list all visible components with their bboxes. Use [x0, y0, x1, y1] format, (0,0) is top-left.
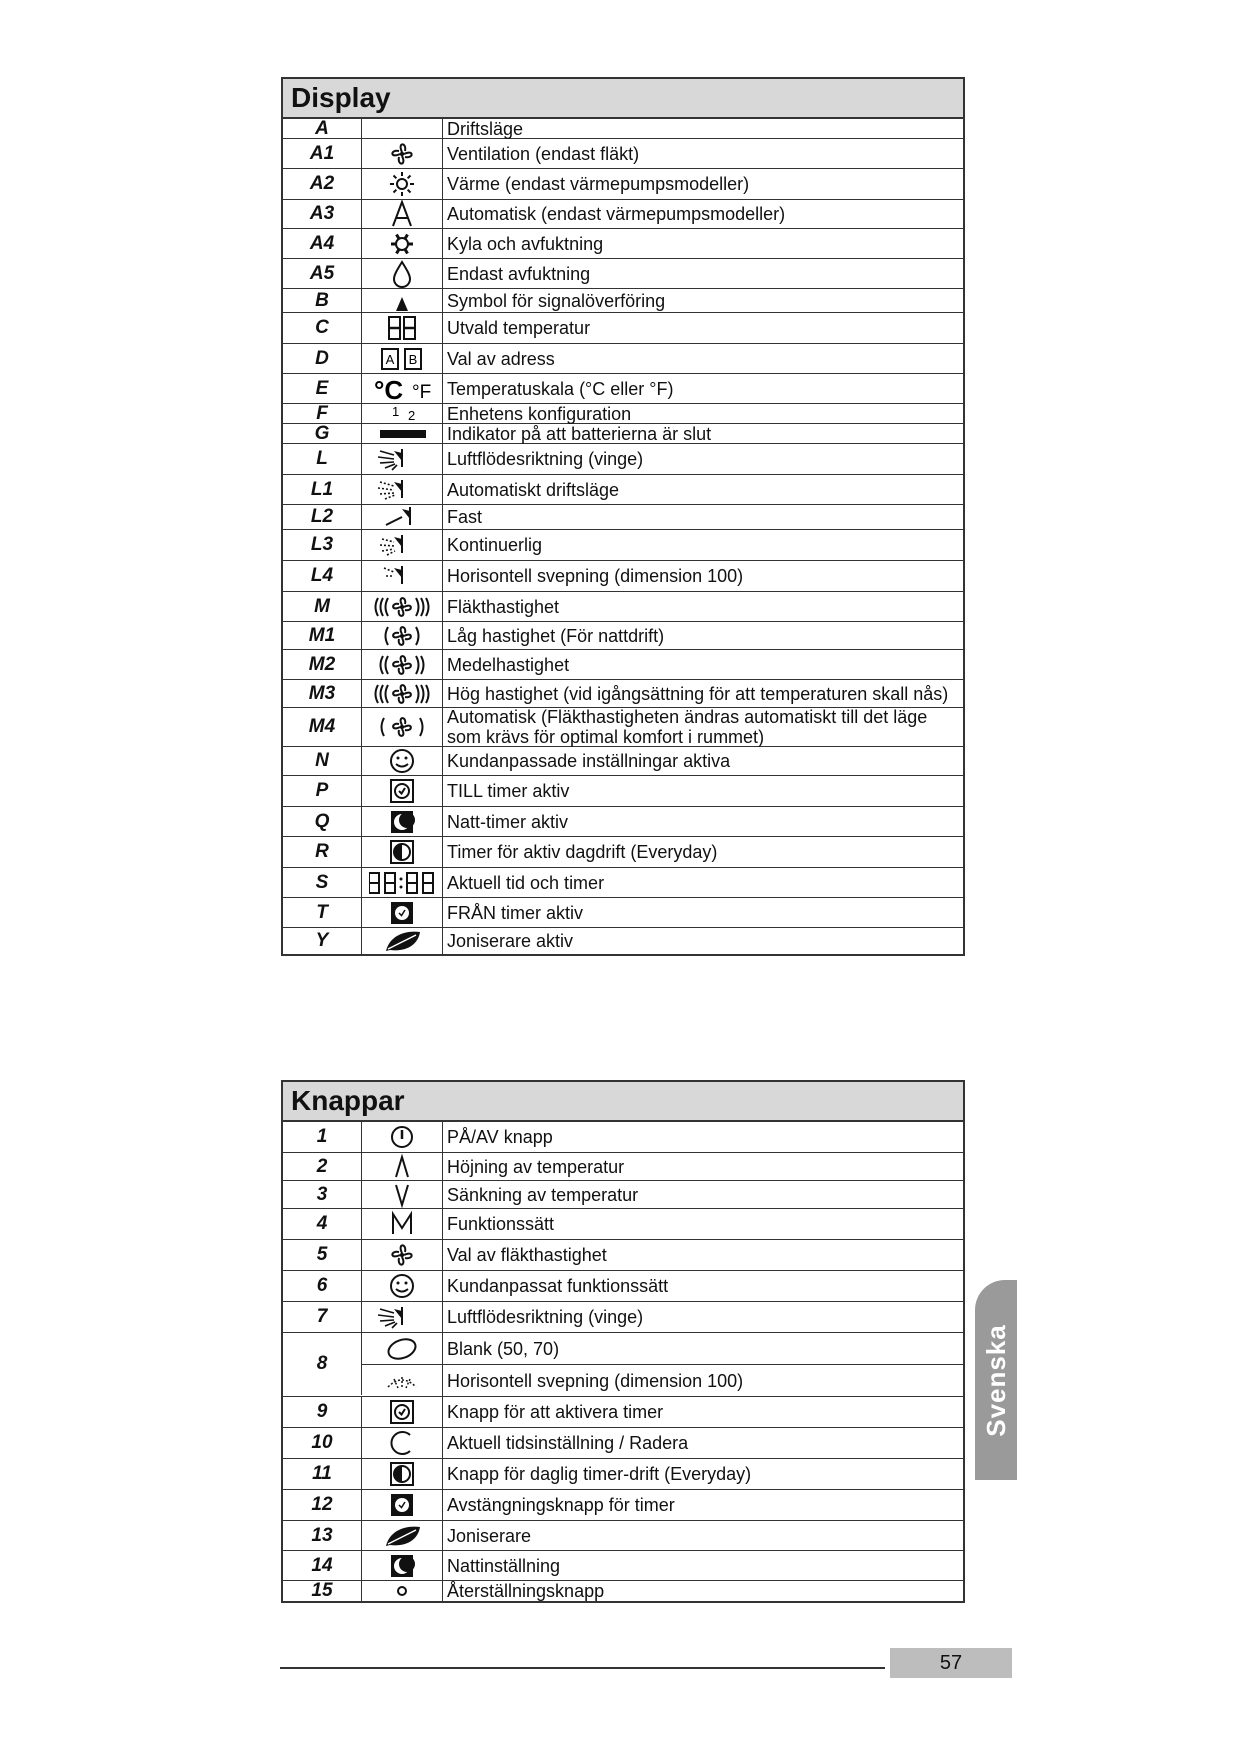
button-row-icon-cell [362, 1397, 443, 1427]
display-row [283, 747, 963, 776]
display-row [283, 622, 963, 650]
blank-oval-icon [372, 1335, 432, 1363]
button-row [283, 1181, 963, 1209]
display-row-id: S [283, 868, 362, 897]
display-row-text: Luftflödesriktning (vinge) [447, 449, 644, 469]
button-row [283, 1397, 963, 1428]
display-row-text: Värme (endast värmepumpsmodeller) [447, 174, 750, 194]
display-row [283, 776, 963, 807]
vane-continuous-icon [372, 531, 432, 559]
display-row-icon-cell [362, 344, 443, 373]
up-caret-icon [372, 1153, 432, 1181]
button-row-id: 1 [283, 1122, 362, 1152]
sun-icon [372, 170, 432, 198]
display-row [283, 424, 963, 444]
button-row [283, 1428, 963, 1459]
button-row-text: Knapp för daglig timer-drift (Everyday) [447, 1464, 752, 1484]
fan-icon [372, 1241, 432, 1269]
display-row-icon-cell [362, 505, 443, 529]
leaf-icon [372, 1522, 432, 1550]
display-row [283, 708, 963, 747]
button-row-text: Nattinställning [447, 1555, 561, 1576]
display-row-icon-cell [362, 139, 443, 168]
display-row [283, 530, 963, 561]
display-row-text: FRÅN timer aktiv [447, 902, 584, 923]
everyday-timer-icon [372, 838, 432, 866]
button-row-icon-cell [362, 1521, 443, 1550]
display-row-icon-cell [362, 680, 443, 707]
display-row-id: M3 [283, 680, 362, 707]
display-row [283, 139, 963, 169]
display-row-id: T [283, 898, 362, 927]
display-row-icon-cell [362, 650, 443, 679]
button-row [283, 1581, 963, 1601]
display-row-id: M2 [283, 650, 362, 679]
button-row-icon-cell [362, 1490, 443, 1520]
power-icon [372, 1123, 432, 1151]
buttons-panel [281, 1080, 965, 1603]
button-row-id: 6 [283, 1271, 362, 1301]
display-row-text: Automatiskt driftsläge [447, 479, 620, 500]
button-row-icon-cell [362, 1181, 443, 1208]
display-title: Display [283, 79, 963, 119]
display-row [283, 119, 963, 139]
display-row-text: Indikator på att batterierna är slut [447, 423, 712, 444]
display-row-text: Endast avfuktning [447, 263, 591, 284]
snowflake-icon [372, 230, 432, 258]
seven-seg-icon [372, 314, 432, 342]
address-ab-icon [372, 345, 432, 373]
display-row-icon-cell [362, 776, 443, 806]
display-row-text: Aktuell tid och timer [447, 872, 605, 893]
display-row-text: Joniserare aktiv [447, 931, 574, 951]
button-row-text: Återställningsknapp [447, 1581, 605, 1601]
display-row-icon-cell [362, 530, 443, 560]
vane-auto-icon [372, 476, 432, 504]
display-row [283, 592, 963, 622]
display-row-icon-cell [362, 898, 443, 927]
display-row-icon-cell [362, 259, 443, 288]
display-row-id: L1 [283, 475, 362, 504]
display-row-text: TILL timer aktiv [447, 781, 570, 801]
auto-a-icon [372, 200, 432, 228]
vane-horizontal-icon [372, 562, 432, 590]
smiley-icon [372, 747, 432, 775]
display-row-icon-cell [362, 119, 443, 138]
mode-m-icon [372, 1210, 432, 1238]
display-row-text: Ventilation (endast fläkt) [447, 143, 640, 164]
c-letter-icon [372, 1429, 432, 1457]
triangle-icon [372, 287, 432, 315]
timer-off-icon [372, 899, 432, 927]
display-row-text: Val av adress [447, 348, 555, 369]
fan-speed-2-icon [372, 651, 432, 679]
display-row-text: Symbol för signalöverföring [447, 290, 666, 311]
display-row [283, 169, 963, 200]
display-row-icon-cell [362, 592, 443, 621]
button-row-id: 10 [283, 1428, 362, 1458]
button-row [283, 1490, 963, 1521]
button-row-id: 3 [283, 1181, 362, 1208]
display-row-icon-cell [362, 928, 443, 954]
display-row [283, 505, 963, 530]
display-row-id: P [283, 776, 362, 806]
button-row-text: Aktuell tidsinställning / Radera [447, 1433, 689, 1453]
display-row-text: Fläkthastighet [447, 596, 560, 617]
icon-label-b: B [408, 351, 418, 367]
button-row-id: 5 [283, 1240, 362, 1270]
display-row-text: Låg hastighet (För nattdrift) [447, 625, 665, 646]
display-row-icon-cell [362, 200, 443, 228]
display-row [283, 561, 963, 592]
button-row-id: 2 [283, 1153, 362, 1180]
button-row [283, 1333, 963, 1397]
display-row-id: M4 [283, 708, 362, 746]
display-row-text: Driftsläge [447, 118, 524, 139]
button-row-id: 11 [283, 1459, 362, 1489]
display-row-icon-cell [362, 807, 443, 836]
display-row-id: A4 [283, 229, 362, 258]
moon-icon [372, 1552, 432, 1580]
display-row-id: Q [283, 807, 362, 836]
button-row-id: 4 [283, 1209, 362, 1239]
display-row-id: L4 [283, 561, 362, 591]
display-row-text: Hög hastighet (vid igångsättning för att temperaturen skall nås) [447, 683, 949, 704]
display-row-text: Temperatuskala (°C eller °F) [447, 378, 674, 399]
display-row-icon-cell [362, 837, 443, 867]
button-row-id: 7 [283, 1302, 362, 1332]
display-row-icon-cell [362, 229, 443, 258]
button-row-icon-cell [362, 1459, 443, 1489]
button-row-icon-cell [362, 1581, 443, 1601]
button-row-icon-cell [362, 1302, 443, 1332]
display-row-text: Natt-timer aktiv [447, 811, 569, 832]
icon-label-a: A [385, 351, 395, 367]
display-row [283, 928, 963, 954]
fan-speed-3-icon [372, 680, 432, 708]
button-row-id: 9 [283, 1397, 362, 1427]
button-row [283, 1153, 963, 1181]
display-row-text: Kundanpassade inställningar aktiva [447, 751, 731, 771]
button-row-text: PÅ/AV knapp [447, 1127, 553, 1147]
button-row [283, 1122, 963, 1153]
display-row-text: Automatisk (Fläkthastigheten ändras automatiskt till det läge [447, 707, 928, 727]
button-row-text: Sänkning av temperatur [447, 1184, 639, 1205]
display-row-text: Enhetens konfiguration [447, 403, 632, 424]
button-row [283, 1271, 963, 1302]
button-row-text-b: Horisontell svepning (dimension 100) [447, 1370, 744, 1391]
display-row-text: Automatisk (endast värmepumpsmodeller) [447, 204, 786, 224]
horizontal-sweep-icon [372, 1367, 432, 1395]
display-row-icon-cell [362, 424, 443, 443]
display-row-id: D [283, 344, 362, 373]
display-row-icon-cell [362, 622, 443, 649]
button-row-text: Luftflödesriktning (vinge) [447, 1307, 644, 1327]
display-row [283, 650, 963, 680]
button-row-text: Avstängningsknapp för timer [447, 1495, 675, 1515]
button-row-id: 15 [283, 1581, 362, 1601]
icon-label-1: 1 [392, 403, 400, 419]
display-row [283, 313, 963, 344]
display-row [283, 344, 963, 374]
button-row-text: Knapp för att aktivera timer [447, 1402, 664, 1422]
display-row [283, 229, 963, 259]
button-row-icon-cell [362, 1209, 443, 1239]
display-row-id: F [283, 404, 362, 423]
page-number: 57 [890, 1648, 1012, 1678]
display-row-id: G [283, 424, 362, 443]
button-row-text: Funktionssätt [447, 1214, 555, 1234]
display-row-text: Timer för aktiv dagdrift (Everyday) [447, 842, 718, 862]
language-label: Svenska [980, 1323, 1011, 1437]
display-row [283, 475, 963, 505]
button-row-id: 12 [283, 1490, 362, 1520]
display-row-text: Fast [447, 507, 483, 527]
display-row [283, 259, 963, 289]
button-row [283, 1209, 963, 1240]
vane-fixed-icon [372, 503, 432, 531]
button-row-icon-cell [362, 1240, 443, 1270]
display-row [283, 868, 963, 898]
vane-full-icon [372, 445, 432, 473]
button-row-text: Kundanpassat funktionssätt [447, 1276, 669, 1296]
display-row-id: C [283, 313, 362, 343]
clock-digits-icon [369, 869, 435, 897]
display-row-id: L2 [283, 505, 362, 529]
button-row-id: 13 [283, 1521, 362, 1550]
button-row [283, 1521, 963, 1551]
display-row-icon-cell [362, 444, 443, 474]
footer-rule [280, 1667, 885, 1669]
button-row-text: Höjning av temperatur [447, 1156, 625, 1177]
celsius-fahrenheit-icon [372, 375, 432, 403]
display-row [283, 807, 963, 837]
display-row-icon-cell [362, 708, 443, 746]
icon-label-fahrenheit: °F [412, 381, 432, 403]
vane-full-icon [372, 1303, 432, 1331]
icon-label-2: 2 [408, 407, 416, 423]
button-row-icon-cell [362, 1153, 443, 1180]
display-row [283, 837, 963, 868]
display-row-id: A2 [283, 169, 362, 199]
display-row-id: Y [283, 928, 362, 954]
button-row-icon-cell [362, 1551, 443, 1580]
button-row-icon-cell [362, 1428, 443, 1458]
display-row-id: N [283, 747, 362, 775]
display-row [283, 444, 963, 475]
leaf-icon [372, 927, 432, 955]
display-row-text: Horisontell svepning (dimension 100) [447, 566, 744, 586]
display-row-icon-cell [362, 475, 443, 504]
fan-speed-auto-icon [372, 713, 432, 741]
display-row-icon-cell [362, 561, 443, 591]
display-row-id: L [283, 444, 362, 474]
button-row-text: Val av fläkthastighet [447, 1245, 607, 1265]
button-row-text: Joniserare [447, 1525, 532, 1546]
display-row-id: L3 [283, 530, 362, 560]
display-row [283, 200, 963, 229]
display-row-id: E [283, 374, 362, 403]
display-panel [281, 77, 965, 956]
button-row-text: Blank (50, 70) [447, 1338, 560, 1359]
display-row [283, 289, 963, 313]
button-row-icon-cell [362, 1122, 443, 1152]
display-row-text: Kontinuerlig [447, 535, 543, 555]
timer-off-icon [372, 1491, 432, 1519]
display-row-icon-cell [362, 868, 443, 897]
button-row [283, 1459, 963, 1490]
display-row-id: A5 [283, 259, 362, 288]
button-row [283, 1240, 963, 1271]
down-caret-icon [372, 1181, 432, 1209]
display-row-text: Medelhastighet [447, 654, 570, 675]
display-row-icon-cell [362, 289, 443, 312]
button-row-icon-cell [362, 1271, 443, 1301]
moon-icon [372, 808, 432, 836]
display-row-id: M [283, 592, 362, 621]
display-row-id: R [283, 837, 362, 867]
fan-icon [372, 140, 432, 168]
display-row-text-2: som krävs för optimal komfort i rummet) [447, 727, 765, 747]
everyday-timer-icon [372, 1460, 432, 1488]
smiley-icon [372, 1272, 432, 1300]
display-row-icon-cell [362, 169, 443, 199]
display-row-icon-cell [362, 313, 443, 343]
button-row [283, 1302, 963, 1333]
display-row [283, 680, 963, 708]
button-row-id: 8 [283, 1333, 362, 1395]
fan-speed-1-icon [372, 622, 432, 650]
display-row-id: A1 [283, 139, 362, 168]
buttons-title: Knappar [283, 1082, 963, 1122]
display-row-text: Kyla och avfuktning [447, 233, 604, 254]
display-row-id: M1 [283, 622, 362, 649]
reset-dot-icon [372, 1577, 432, 1605]
timer-on-icon [372, 1398, 432, 1426]
button-row-id: 14 [283, 1551, 362, 1580]
display-row-id: B [283, 289, 362, 312]
display-row-icon-cell [362, 747, 443, 775]
icon-label-celsius: °C [374, 374, 404, 403]
display-row-text: Utvald temperatur [447, 318, 591, 338]
display-row-id: A [283, 119, 362, 138]
fan-speed-3-icon [372, 593, 432, 621]
display-row [283, 898, 963, 928]
timer-on-icon [372, 777, 432, 805]
droplet-icon [372, 260, 432, 288]
display-row-id: A3 [283, 200, 362, 228]
